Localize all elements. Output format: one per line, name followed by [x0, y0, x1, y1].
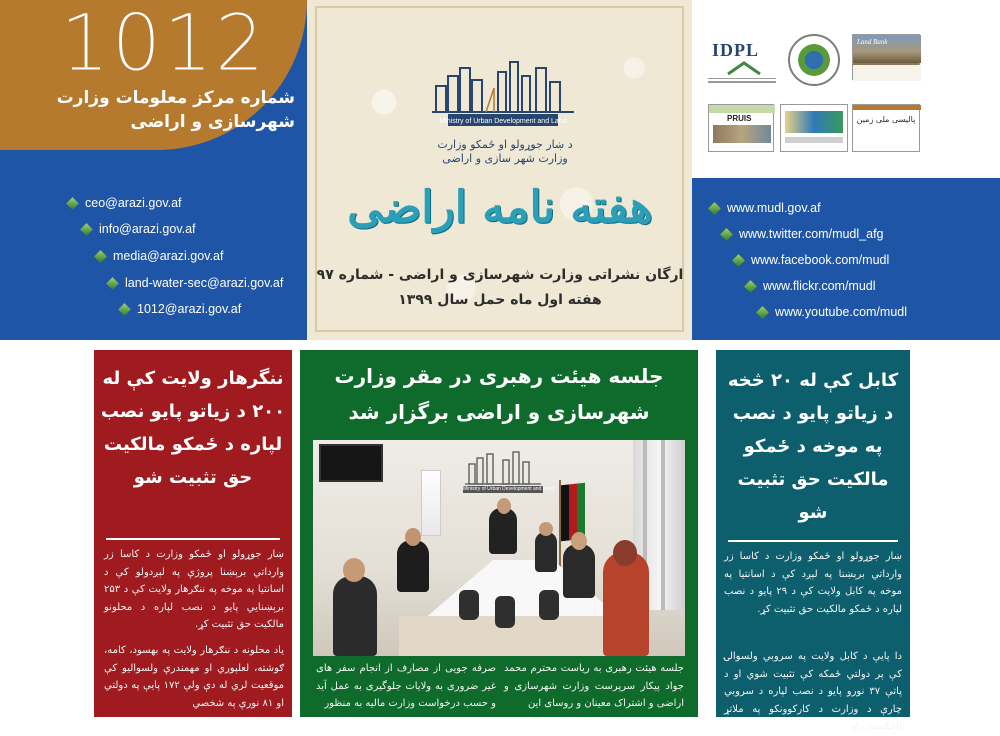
article-kabul-body1: ښار جوړولو او ځمکو وزارت د کاسا زر وارداتي برېښنا په لېږد کې د اسانتیا په موخه په کابل ولایت کې د ۲۹ پایو د نصب لپاره د ځمکو مالکیت حق تثبیت کړ. [724, 551, 902, 615]
ministry-name-pashto: د ښار جوړولو او ځمکو وزارت [437, 138, 573, 151]
article-nangarhar-body1: ښار جوړولو او ځمکو وزارت د کاسا زر وارداتي برېښنا پروژې په لېږدولو کې د اسانتیا په موخه په ننګرهار ولایت کې د ۲۵۳ برېښنایي پایو د نصب لپاره د محلونو مالکیت حق تثبیت کړ. [104, 549, 284, 630]
meeting-photo [313, 440, 685, 656]
article-nangarhar-title: ننگرهار ولایت کې له ۲۰۰ د زیاتو پایو نصب لپاره د ځمکو مالکیت حق تثبیت شو [100, 368, 286, 488]
email-text: land-water-sec@arazi.gov.af [125, 276, 284, 290]
email-text: ceo@arazi.gov.af [85, 196, 182, 210]
email-link-land-water[interactable] [108, 276, 283, 290]
magazine-title: هفته نامه اراضی [347, 182, 653, 233]
article-meeting-title: جلسه هیئت رهبری در مقر وزارت شهرسازی و اراضی برگزار شد [334, 364, 664, 424]
ministry-name [420, 138, 590, 166]
link-facebook[interactable] [734, 253, 889, 267]
pruis-logo [708, 104, 774, 152]
land-admin-logo [780, 104, 848, 152]
ministry-name-dari: وزارت شهر سازی و اراضی [442, 152, 568, 165]
mudl-logo-icon [428, 58, 578, 138]
email-text: info@arazi.gov.af [99, 222, 196, 236]
email-link-info[interactable] [82, 222, 196, 236]
article-kabul-body2: دا پایې د کابل ولایت په سروبي ولسوالۍ کې پر دولتي ځمکه کې تثبیت شوي او د پاتې ۳۷ نورو پایو د نصب لپاره د سروبي چارې د وزارت د کارکوونکو په ملاتړ تاجکستان او [724, 651, 902, 732]
magazine-subtitle-date: هفته اول ماه حمل سال ۱۳۹۹ [398, 292, 602, 308]
magazine-subtitle-issue: ارگان نشراتی وزارت شهرسازی و اراضی - شماره ۹۷ [316, 267, 684, 283]
land-bank-logo [852, 34, 920, 80]
article-nangarhar-body2: یاد محلونه د ننګرهار ولایت په بهسود، کامه، ګوشته، لعلپوري او مهمندرې ولسوالیو کې موقعیت لري له دې ولې ۱۷۲ پایې په دولتي او ۸۱ نورې په شخصي [104, 645, 284, 709]
email-link-ceo[interactable] [68, 196, 182, 210]
link-youtube[interactable] [758, 305, 907, 319]
bullet-diamond-icon [66, 197, 79, 210]
link-text: www.youtube.com/mudl [775, 305, 908, 319]
land-policy-logo [852, 104, 920, 152]
idpl-house-icon [726, 60, 762, 76]
pruis-text: PRUIS [727, 114, 752, 123]
link-flickr[interactable] [746, 279, 876, 293]
link-website[interactable] [710, 201, 821, 215]
article-divider [106, 538, 280, 540]
link-twitter[interactable] [722, 227, 884, 241]
mudl-logo-caption: Ministry of Urban Development and Land [439, 118, 567, 125]
bullet-diamond-icon [744, 280, 757, 293]
article-divider [728, 540, 898, 542]
idpl-logo-text: IDPL [712, 40, 760, 60]
link-text: www.facebook.com/mudl [751, 253, 890, 267]
email-link-1012[interactable] [120, 302, 241, 316]
bullet-diamond-icon [732, 254, 745, 267]
link-text: www.flickr.com/mudl [763, 279, 876, 293]
bullet-diamond-icon [94, 250, 107, 263]
bullet-diamond-icon [118, 303, 131, 316]
hotline-caption [20, 86, 295, 134]
hotline-caption-line1: شماره مرکز معلومات وزارت [56, 88, 295, 108]
bullet-diamond-icon [106, 277, 119, 290]
article-meeting-col2: صرفه جویی از مصارف از انجام سفر های غیر ضروری به ولایات جلوگیری به عمل آید و حسب درخواست وزارت مالیه به منظور [316, 663, 496, 709]
email-text: media@arazi.gov.af [113, 249, 224, 263]
idpl-logo [708, 38, 776, 90]
bullet-diamond-icon [708, 202, 721, 215]
land-bank-text: Land Bank [857, 38, 888, 46]
link-text: www.mudl.gov.af [727, 201, 821, 215]
bullet-diamond-icon [756, 306, 769, 319]
land-policy-text: پالیسی ملی زمین [856, 115, 916, 124]
article-meeting-col1: جلسه هیئت رهبری به ریاست محترم محمد جواد پیکار سرپرست وزارت شهرسازی و اراضی و اشتراک معینان و روسای این [504, 663, 684, 709]
hotline-number: 1012 [60, 0, 267, 89]
hotline-caption-line2: شهرسازی و اراضی [130, 112, 295, 132]
bullet-diamond-icon [720, 228, 733, 241]
article-kabul-title: کابل کې له ۲۰ څخه د زیاتو پایو د نصب په موخه د ځمکو مالکیت حق تثبیت شو [727, 370, 899, 523]
bullet-diamond-icon [80, 223, 93, 236]
email-text: 1012@arazi.gov.af [137, 302, 242, 316]
wall-sign-caption: Ministry of Urban Development and Land [463, 486, 554, 492]
email-link-media[interactable] [96, 249, 223, 263]
link-text: www.twitter.com/mudl_afg [739, 227, 884, 241]
government-emblem-icon [788, 34, 840, 86]
